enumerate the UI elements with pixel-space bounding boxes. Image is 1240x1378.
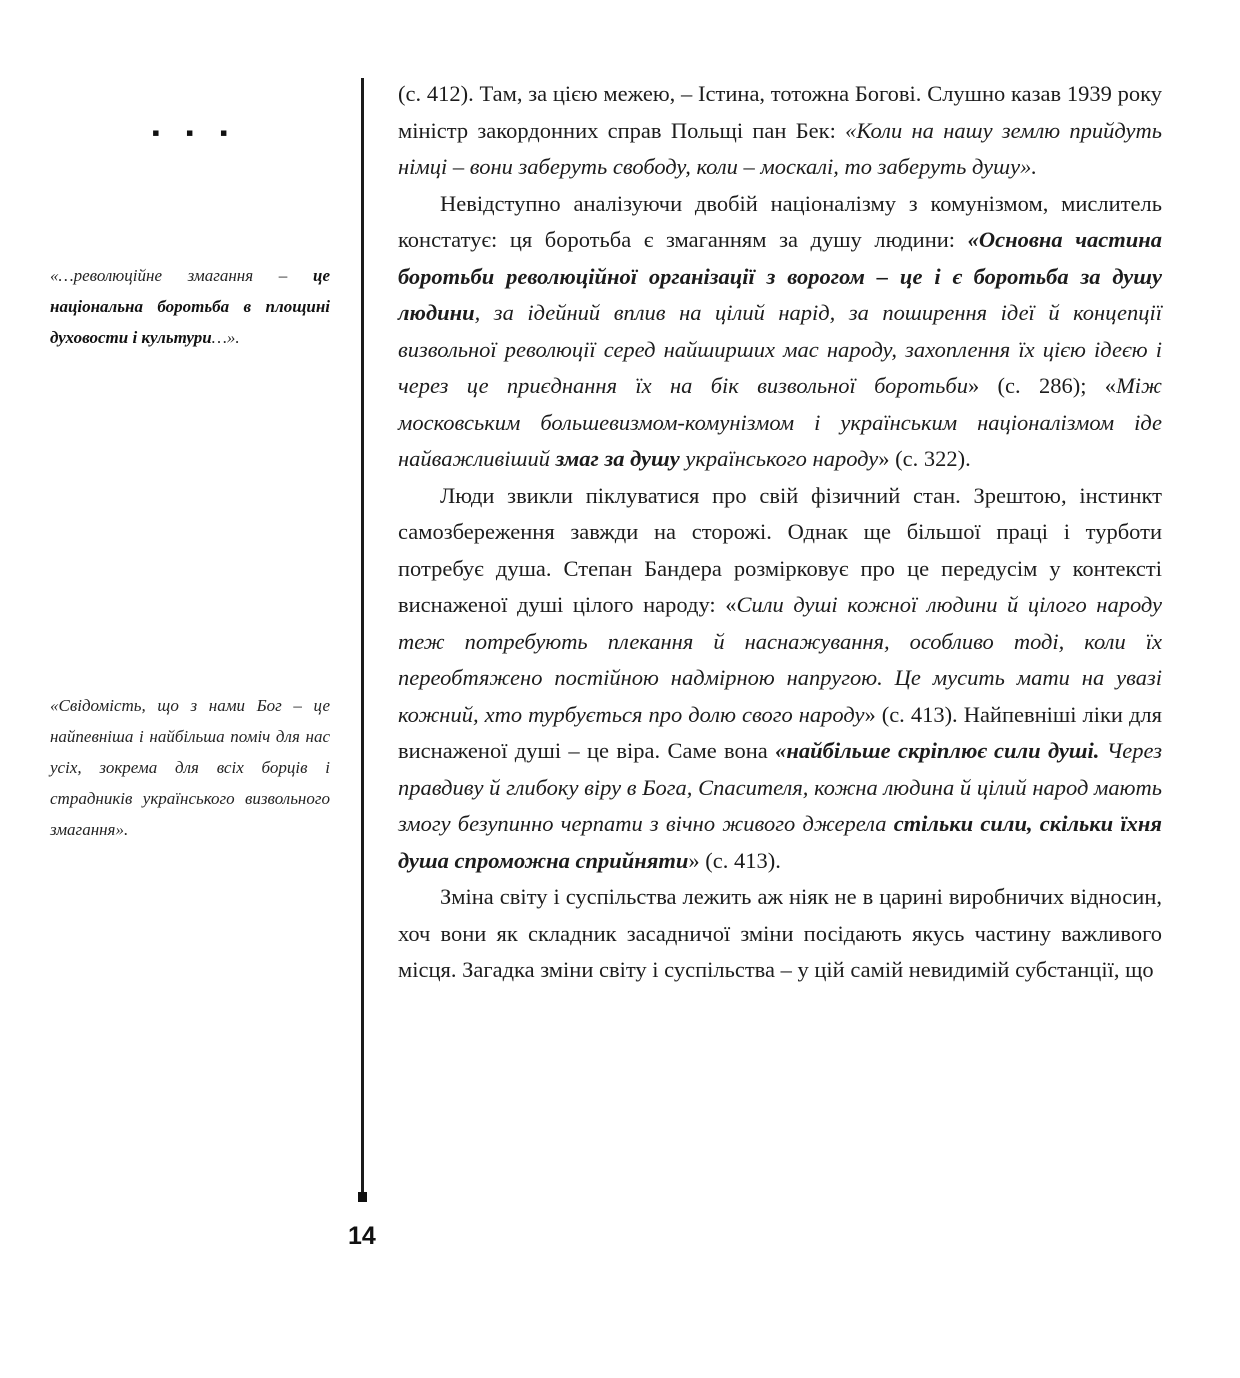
p3-bold-quote (775, 738, 1099, 763)
p3-text-2: » (с. 413). Найпевніші ліки для виснаженої душі – це віра. Саме вона (398, 701, 1162, 763)
p3-italic-quote: Сили душі кожної людини й цілого народу теж потребують плекання й наснажування, особливо тоді, коли їх переобтяжено постійною надмірною напругою. Це мусить мати на увазі кожний, хто турбується про долю свого народу (398, 592, 1162, 727)
p2-bold-phrase (556, 446, 680, 471)
margin-quote-1-tail: …». (211, 328, 240, 347)
section-dots: ▪ ▪ ▪ (152, 120, 238, 145)
paragraph-3 (398, 478, 1162, 880)
margin-quote-1-emphasis: це національна боротьба в площині духовости і культури (50, 266, 330, 347)
page-number: 14 (348, 1222, 376, 1250)
p3-citation: » (с. 413). (688, 847, 781, 873)
paragraph-1 (398, 76, 1162, 186)
paragraph-4: Зміна світу і суспільства лежить аж ніяк не в царині виробничих відносин, хоч вони як складник засадничої зміни посідають якусь частину важливого місця. Загадка зміни світу і суспільства – у цій самій невидимій субстанції, що (398, 884, 1162, 982)
margin-quote-1-lead: «…революційне змагання – (50, 266, 313, 285)
p1-quote: «Коли на нашу землю прийдуть німці – вони заберуть свободу, коли – москалі, то заберуть душу». (398, 117, 1162, 179)
p2-italic-tail: українського народу (679, 446, 879, 471)
p2-italic-quote: , за ідейний вплив на цілий нарід, за поширення ідеї й концепції визвольної революції серед найширших мас народу, захоплення їх цією ідеєю і через це приєднання їх на бік визвольної боротьби (398, 300, 1162, 398)
p2-text: Невідступно аналізуючи двобій націоналізму з комунізмом, мислитель констатує: ця боротьба є змаганням за душу людини: (398, 190, 1162, 252)
vertical-rule (361, 78, 364, 1200)
p2-bold-quote-text: «Основна частина боротьби революційної організації з ворогом – це і є боротьба за душу людини (398, 227, 1163, 325)
rule-end-marker (358, 1192, 367, 1202)
p3-bold-quote-2-text: стільки сили, скільки їхня душа спроможна сприйняти (398, 811, 1162, 873)
p3-bold-quote-text: «найбільше скріплює сили душі. (775, 738, 1100, 763)
p1-text: (с. 412). Там, за цією межею, – Істина, тотожна Богові. Слушно казав 1939 року міністр закордонних справ Польщі пан Бек: (398, 81, 1162, 143)
main-text (398, 76, 1162, 989)
p2-bold-phrase-text: змаг за душу (555, 446, 680, 471)
p2-italic-quote-2: Між московським большевизмом-комунізмом і українським націоналізмом іде найважливіший (398, 373, 1162, 471)
margin-quote-1 (50, 260, 330, 353)
p2-citation: » (с. 286); « (967, 373, 1117, 398)
margin-quote-2: «Свідомість, що з нами Бог – це найпевніша і найбільша поміч для нас усіх, зокрема для всіх борців і страдників українського визвольного змагання». (50, 696, 330, 839)
p3-text: Люди звикли піклуватися про свій фізичний стан. Зрештою, інстинкт самозбереження завжди на сторожі. Однак ще більшої праці і турботи потребує душа. Степан Бандера розмірковує про це передусім у контексті виснаженої душі цілого народу: « (398, 482, 1162, 617)
p2-citation-2: » (с. 322). (878, 446, 971, 471)
p3-italic-quote-2: Через правдиву й глибоку віру в Бога, Спасителя, кожна людина й цілий народ мають змогу безупинно черпати з вічно живого джерела (398, 738, 1162, 836)
paragraph-2 (398, 186, 1162, 478)
